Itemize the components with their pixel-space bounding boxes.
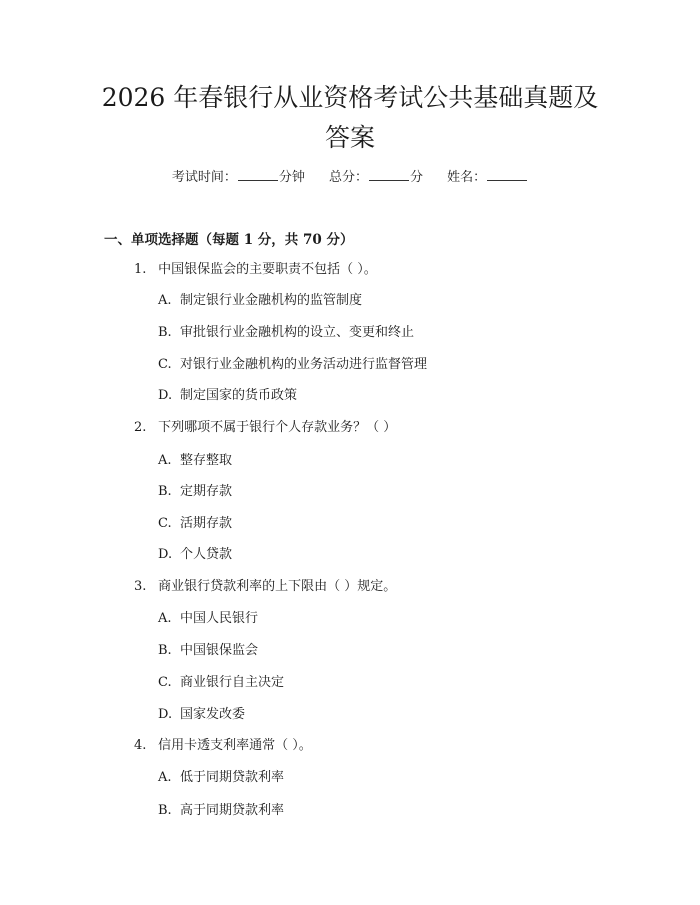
option-letter: D. <box>158 547 173 562</box>
option-letter: A. <box>158 453 172 468</box>
option-letter: B. <box>158 484 172 499</box>
option <box>158 802 284 820</box>
option-text: 制定银行业金融机构的监管制度 <box>180 293 363 308</box>
option <box>158 706 245 724</box>
total-score <box>329 168 423 188</box>
question-text: 下列哪项不属于银行个人存款业务？（ ） <box>158 420 397 435</box>
question-number: 2. <box>134 420 147 435</box>
option-letter: C. <box>158 357 172 372</box>
option <box>158 546 232 564</box>
option-text: 中国银保监会 <box>180 643 259 658</box>
option-text: 对银行业金融机构的业务活动进行监督管理 <box>180 357 428 372</box>
option <box>158 610 258 628</box>
option-text: 整存整取 <box>180 453 233 468</box>
student-name-blank <box>487 168 527 181</box>
option <box>158 515 232 533</box>
option-text: 国家发改委 <box>180 707 246 722</box>
exam-time-label: 考试时间： <box>171 170 237 185</box>
option <box>158 324 414 342</box>
option-text: 审批银行业金融机构的设立、变更和终止 <box>180 325 415 340</box>
exam-time <box>172 168 305 188</box>
option-letter: B. <box>158 325 172 340</box>
option <box>158 769 284 787</box>
question-number: 3. <box>134 579 147 594</box>
option-letter: C. <box>158 675 172 690</box>
section-heading: 一、单项选择题（每题 1 分，共 70 分） <box>104 232 354 248</box>
title-line-1: 2026 年春银行从业资格考试公共基础真题及 <box>101 83 599 112</box>
option-letter: A. <box>158 770 172 785</box>
option-text: 制定国家的货币政策 <box>180 388 298 403</box>
question <box>134 578 396 596</box>
option-text: 高于同期贷款利率 <box>180 803 285 818</box>
question <box>134 261 377 279</box>
option-text: 个人贷款 <box>180 547 233 562</box>
question-text: 中国银保监会的主要职责不包括（ ）。 <box>158 262 377 277</box>
option-text: 中国人民银行 <box>180 611 259 626</box>
option-text: 商业银行自主决定 <box>180 675 285 690</box>
option-letter: B. <box>158 803 172 818</box>
option <box>158 387 297 405</box>
question-text: 信用卡透支利率通常（ ）。 <box>158 738 312 753</box>
question-text: 商业银行贷款利率的上下限由（ ）规定。 <box>158 579 397 594</box>
student-name <box>447 168 528 188</box>
option-letter: D. <box>158 388 173 403</box>
option-letter: A. <box>158 611 172 626</box>
option-letter: B. <box>158 643 172 658</box>
option-text: 活期存款 <box>180 516 233 531</box>
question-number: 1. <box>134 262 147 277</box>
option <box>158 452 232 470</box>
option <box>158 674 284 692</box>
total-score-unit: 分 <box>410 170 424 185</box>
question <box>134 419 396 437</box>
question <box>134 737 312 755</box>
option-letter: A. <box>158 293 172 308</box>
option-text: 定期存款 <box>180 484 233 499</box>
title-line-2: 答案 <box>324 123 375 152</box>
exam-time-unit: 分钟 <box>278 170 305 185</box>
option-letter: D. <box>158 707 173 722</box>
option <box>158 483 232 501</box>
total-score-label: 总分： <box>328 170 368 185</box>
document-title <box>0 78 700 158</box>
option-text: 低于同期贷款利率 <box>180 770 285 785</box>
exam-time-blank <box>238 168 278 181</box>
option-letter: C. <box>158 516 172 531</box>
question-number: 4. <box>134 738 147 753</box>
exam-meta <box>0 168 700 188</box>
total-score-blank <box>369 168 409 181</box>
option <box>158 642 258 660</box>
option <box>158 356 427 374</box>
student-name-label: 姓名： <box>447 170 487 185</box>
option <box>158 292 362 310</box>
